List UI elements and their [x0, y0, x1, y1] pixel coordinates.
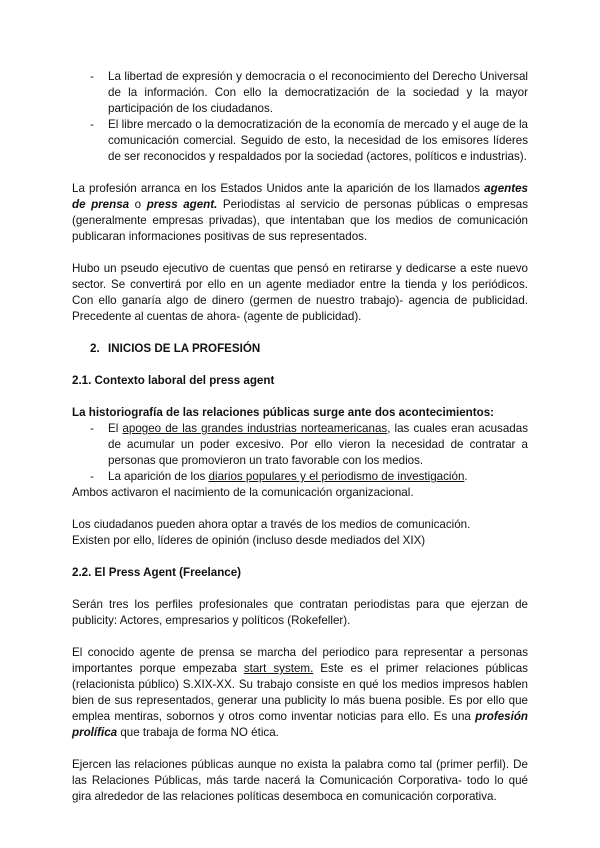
paragraph-lideres: Existen por ello, líderes de opinión (incluso desde mediados del XIX)	[72, 534, 426, 547]
section-number: 2.	[90, 342, 100, 355]
list-item	[72, 469, 528, 485]
text-run: La aparición de los	[108, 470, 209, 483]
paragraph-ambos: Ambos activaron el nacimiento de la comunicación organizacional.	[72, 486, 414, 499]
underlined-text: start system.	[243, 662, 314, 675]
bullet-dash: -	[90, 470, 94, 483]
text-run: .	[464, 470, 468, 483]
subsection-subtitle: La historiografía de las relaciones públicas surge ante dos acontecimientos:	[72, 406, 495, 419]
text-run: que trabaja de forma NO ética.	[117, 726, 279, 739]
list-item	[72, 421, 528, 469]
bullet-dash: -	[90, 70, 94, 83]
bullet-text: La libertad de expresión y democracia o el reconocimiento del Derecho Universal de la información. Con ello la democratización de la sociedad y la mayor participación de los ciudadanos.	[108, 70, 528, 115]
emphasis-term: profesión prolífica	[72, 710, 528, 739]
emphasis-term: press agent.	[146, 198, 218, 211]
list-item	[72, 117, 528, 165]
subsection-heading: 2.2. El Press Agent (Freelance)	[72, 566, 242, 579]
text-run: La profesión arranca en los Estados Unidos ante la aparición de los llamados	[72, 182, 485, 195]
paragraph-perfiles: Serán tres los perfiles profesionales que contratan periodistas para que ejerzan de publicity: Actores, empresarios y políticos (Rokefeller).	[72, 598, 528, 627]
paragraph-origin	[72, 181, 528, 245]
list-item	[72, 69, 528, 117]
bullet-dash: -	[90, 422, 94, 435]
subsection-heading: 2.1. Contexto laboral del press agent	[72, 374, 275, 387]
text-run: Periodistas al servicio de personas públicas o empresas (generalmente empresas privadas), que intentaban que los medios de comunicación publicaran informaciones positivas de sus representados.	[72, 198, 529, 243]
emphasis-term: agentes de prensa	[72, 182, 528, 211]
underlined-text: diarios populares y el periodismo de investigación	[208, 470, 465, 483]
section-title: INICIOS DE LA PROFESIÓN	[108, 342, 261, 355]
text-run: El	[108, 422, 123, 435]
text-run: , las cuales eran acusadas de acumular un poder excesivo. Por ello vieron la necesidad de contratar a personas que promovieron un trato favorable con los medios.	[108, 422, 528, 467]
bullet-text: El libre mercado o la democratización de la economía de mercado y el auge de la comunicación comercial. Seguido de esto, la necesidad de los emisores líderes de ser reconocidos y respaldados por la sociedad (actores, políticos e industrias).	[108, 118, 528, 163]
paragraph-pseudo-executive: Hubo un pseudo ejecutivo de cuentas que pensó en retirarse y dedicarse a este nuevo sector. Se convertirá por ello en un agente mediador entre la tienda y los periódicos. Con ello ganaría algo de dinero (germen de nuestro trabajo)- agencia de publicidad. Precedente al cuentas de ahora- (agente de publicidad).	[72, 262, 528, 323]
document-body	[72, 69, 528, 805]
paragraph-ciudadanos: Los ciudadanos pueden ahora optar a través de los medios de comunicación.	[72, 518, 471, 531]
bullet-dash: -	[90, 118, 94, 131]
underlined-text: apogeo de las grandes industrias norteamericanas	[122, 422, 388, 435]
paragraph-agente-prensa	[72, 645, 528, 741]
section-heading	[72, 341, 528, 357]
text-run: o	[129, 198, 147, 211]
paragraph-ejercen: Ejercen las relaciones públicas aunque no exista la palabra como tal (primer perfil). De las Relaciones Públicas, más tarde nacerá la Comunicación Corporativa- todo lo qué gira alrededor de las relaciones políticas desemboca en comunicación corporativa.	[72, 758, 528, 803]
text-run: El conocido agente de prensa se marcha del periodico para representar a personas importantes porque empezaba	[72, 646, 528, 675]
text-run: Este es el primer relaciones públicas (relacionista público) S.XIX-XX. Su trabajo consiste en qué los medios impresos hablen bien de sus representados, generar una publicity lo más buena posible. Es por ello que emplea mentiras, sobornos y otros como inventar noticias para ello. Es una	[72, 662, 528, 723]
